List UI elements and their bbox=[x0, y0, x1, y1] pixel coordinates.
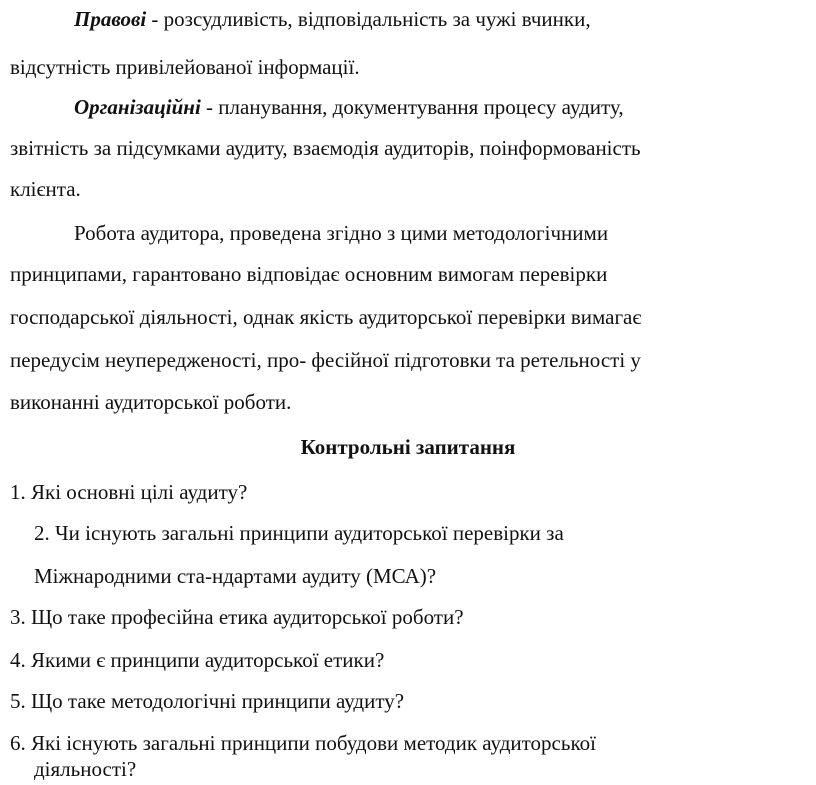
question-6-line-2: діяльності? bbox=[34, 757, 137, 781]
paragraph-legal-line-2: відсутність привілейованої інформації. bbox=[10, 55, 360, 79]
question-6-line-1: 6. Які існують загальні принципи побудови методик аудиторської bbox=[10, 731, 596, 755]
paragraph-organizational-line-1 bbox=[10, 94, 788, 120]
question-5: 5. Що таке методологічні принципи аудиту? bbox=[10, 689, 405, 713]
paragraph-legal-text-1: - розсудливість, відповідальність за чужі вчинки, bbox=[146, 7, 591, 31]
paragraph-work-line-5: виконанні аудиторської роботи. bbox=[10, 390, 292, 414]
paragraph-organizational-line-3: клієнта. bbox=[10, 177, 81, 201]
question-2-line-2: Міжнародними ста-ндартами аудиту (МСА)? bbox=[34, 564, 437, 588]
paragraph-work-line-1: Робота аудитора, проведена згідно з цими методологічними bbox=[74, 221, 609, 245]
paragraph-organizational-line-2: звітність за підсумками аудиту, взаємодія аудиторів, поінформованість bbox=[10, 136, 641, 160]
paragraph-legal-line-1 bbox=[10, 6, 788, 32]
question-3: 3. Що таке професійна етика аудиторської роботи? bbox=[10, 605, 464, 629]
paragraph-organizational-text-1: - планування, документування процесу аудиту, bbox=[200, 95, 624, 119]
term-organizational: Організаційні bbox=[74, 95, 201, 119]
question-1: 1. Які основні цілі аудиту? bbox=[10, 480, 248, 504]
term-legal: Правові bbox=[74, 7, 147, 31]
question-4: 4. Якими є принципи аудиторської етики? bbox=[10, 648, 385, 672]
question-2-line-1: 2. Чи існують загальні принципи аудиторської перевірки за bbox=[34, 521, 564, 545]
paragraph-work-line-3: господарської діяльності, однак якість аудиторської перевірки вимагає bbox=[10, 305, 642, 329]
paragraph-work-line-2: принципами, гарантовано відповідає основним вимогам перевірки bbox=[10, 262, 608, 286]
paragraph-work-line-4: передусім неупередженості, про- фесійної підготовки та ретельності у bbox=[10, 348, 641, 372]
section-title: Контрольні запитання bbox=[300, 435, 516, 459]
